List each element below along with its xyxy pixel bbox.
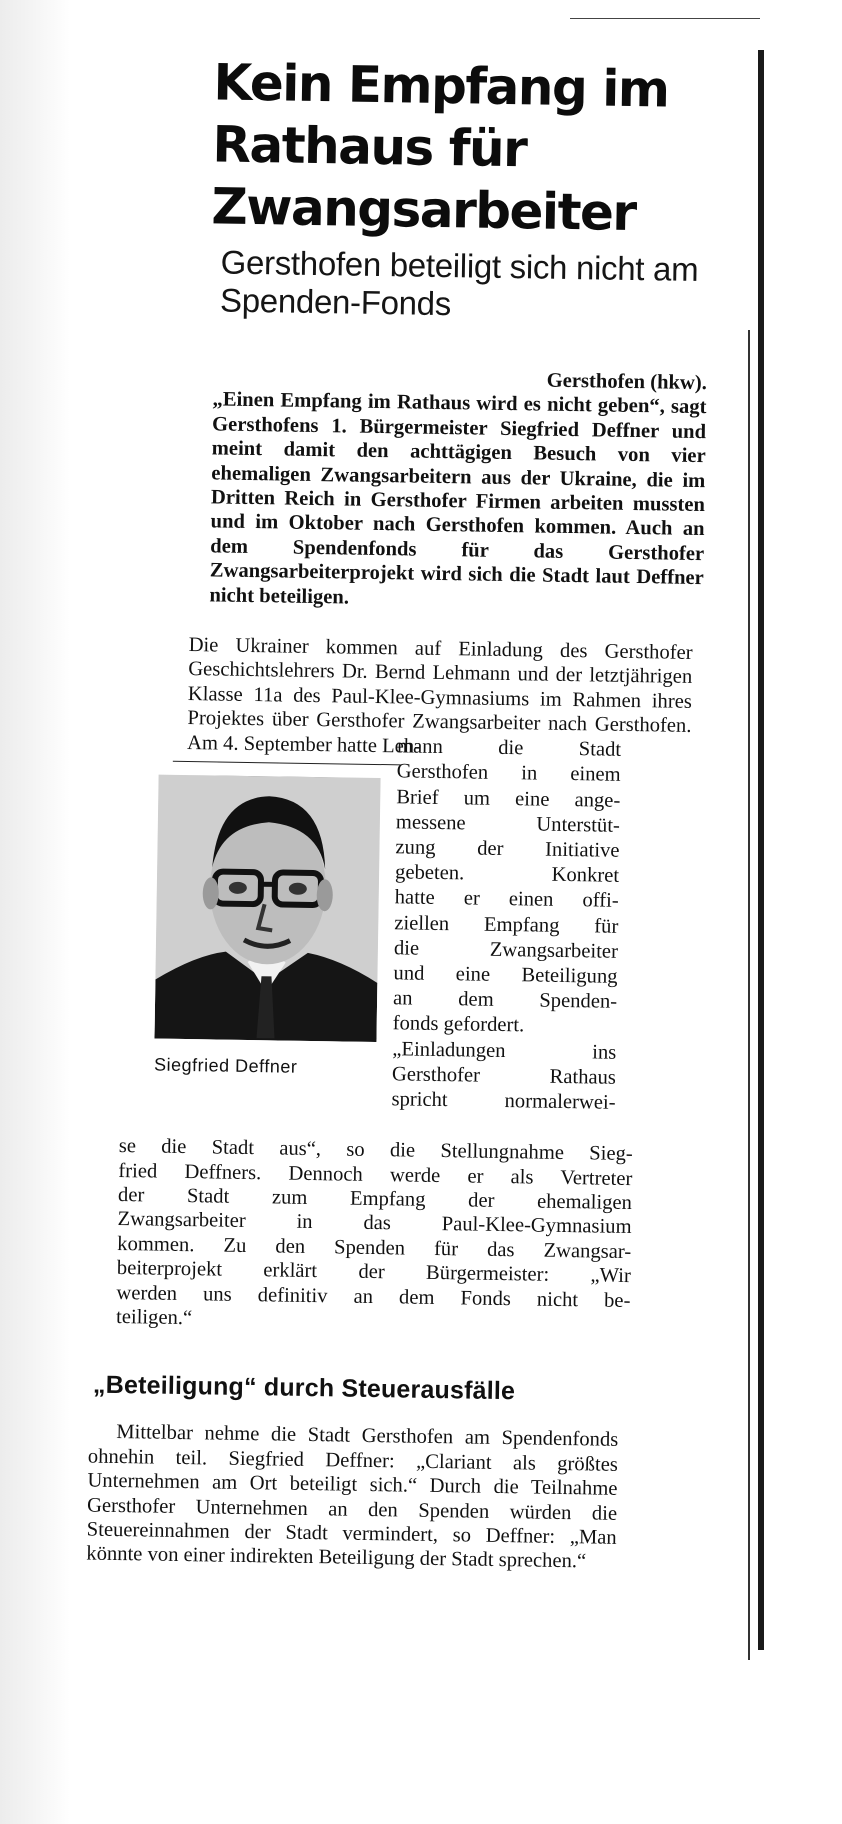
- clipping-rule-right: [758, 50, 764, 1650]
- wrap-line: an dem Spenden-: [392, 987, 618, 1013]
- wrap-line: ziellen Empfang für: [394, 911, 619, 938]
- photo-rule: [173, 761, 401, 766]
- wrap-line: zung der Initiative: [395, 836, 620, 862]
- paragraph-line: beiterprojekt erklärt der Bürgermeister: „Wir: [116, 1257, 631, 1288]
- paragraph-line: se die Stadt aus“, so die Stellungnahme Sieg-: [118, 1135, 633, 1166]
- paragraph-line: kommen. Zu den Spenden für das Zwangsar-: [117, 1232, 632, 1263]
- paragraph-line: werden uns definitiv an dem Fonds nicht be-: [116, 1281, 631, 1312]
- paragraph-text: Mittelbar nehme die Stadt Gersthofen am Spendenfonds ohnehin teil. Siegfried Deffner: „Clariant als größtes Unternehmen am Ort beteiligt sich.“ Durch die Teilnahme Gersthofer Unternehmen an den Spenden würden die Steuereinnahmen der Stadt vermindert, so Deffner: „Man könnte von einer indirekten Beteiligung der Stadt sprechen.“: [86, 1421, 619, 1573]
- portrait-photo: [154, 775, 380, 1042]
- wrap-line: fonds gefordert.: [392, 1012, 525, 1037]
- wrap-line: Brief um eine ange-: [396, 785, 621, 812]
- dateline: Gersthofen (hkw).: [546, 369, 708, 395]
- headline: Kein Empfang im Rathaus für Zwangsarbeiter: [211, 53, 669, 242]
- lead-text: „Einen Empfang im Rathaus wird es nicht geben“, sagt Gersthofens 1. Bürgermeister Siegfried Deffner und meint damit den achttägigen Besuch von vier ehemaligen Zwangsarbeitern aus der Ukraine, die im Dritten Reich in Gersthofer Firmen arbeiten mussten und im Oktober nach Gersthofen kommen. Auch an dem Spendenfonds für das Gersthofer Zwangsarbeiterprojekt wird sich die Stadt laut Deffner nicht beteiligen.: [209, 388, 707, 609]
- wrap-line: gebeten. Konkret: [394, 861, 620, 887]
- body-paragraph-4: [86, 1420, 618, 1575]
- portrait-illustration: [154, 775, 380, 1042]
- wrap-line: und eine Beteiligung: [393, 962, 618, 988]
- wrap-line: „Einladungen ins: [392, 1037, 617, 1064]
- wrap-line: mann die Stadt: [396, 735, 622, 761]
- lead-paragraph: [209, 363, 707, 615]
- wrap-line: Gersthofer Rathaus: [391, 1063, 617, 1089]
- wrap-line: die Zwangsarbeiter: [393, 937, 619, 963]
- clipping-rule-right-inner: [748, 330, 750, 1660]
- body-paragraph-1: Die Ukrainer kommen auf Einladung des Gersthofer Geschichtslehrers Dr. Bernd Lehmann und der letztjährigen Klasse 11a des Paul-Klee-Gymnasiums im Rahmen ihres Projektes über Gersthofer Zwangsarbeiter nach Gersthofen. Am 4. September hatte Leh-: [186, 634, 693, 758]
- scan-margin: [0, 0, 70, 1824]
- wrap-line: Gersthofen in einem: [396, 760, 621, 787]
- clipping-rule-top: [570, 18, 760, 19]
- paragraph-line: fried Deffners. Dennoch werde er als Vertreter: [118, 1159, 633, 1190]
- wrap-line: hatte er einen offi-: [394, 886, 619, 913]
- wrap-line: messene Unterstüt-: [395, 811, 621, 837]
- newspaper-article: [86, 50, 718, 1576]
- subheadline: Gersthofen beteiligt sich nicht am Spenden-Fonds: [219, 243, 699, 323]
- wrap-line: spricht normalerwei-: [391, 1088, 616, 1114]
- photo-caption: Siegfried Deffner: [153, 1054, 298, 1077]
- photo-block: [153, 735, 706, 1173]
- paragraph-line: der Stadt zum Empfang der ehemaligen: [117, 1183, 633, 1214]
- paragraph-line: Zwangsarbeiter in das Paul-Klee-Gymnasium: [117, 1208, 632, 1239]
- paragraph-line: teiligen.“: [115, 1305, 193, 1330]
- section-subtitle: „Beteiligung“ durch Steuerausfälle: [92, 1370, 516, 1406]
- photo-wrap-column: [391, 734, 621, 1116]
